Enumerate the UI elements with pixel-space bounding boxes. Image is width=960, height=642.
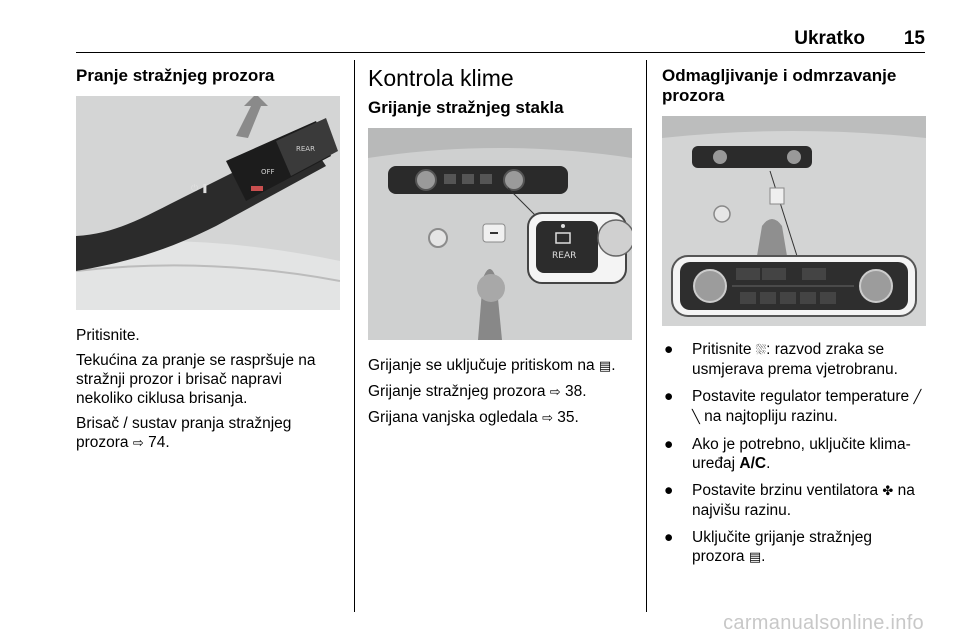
page-ref-link[interactable]: 35. (557, 409, 579, 426)
list-item: ● Postavite regulator temperature ╱ ╲ na najtopliju razinu. (664, 388, 922, 425)
list-item: ● Uključite grijanje stražnjeg prozora ▤. (664, 529, 873, 565)
page-ref-link[interactable]: 74. (148, 434, 170, 451)
heading-defrost: Odmagljivanje i odmrzavanje prozora (662, 66, 897, 105)
bullet-icon: ● (664, 529, 674, 546)
page-number: 15 (903, 28, 925, 49)
header-rule (76, 52, 925, 53)
heading-climate-control: Kontrola klime (368, 65, 514, 91)
column-divider-1 (354, 60, 355, 612)
column-rear-wash (76, 66, 340, 453)
para-wash-reference: Brisač / sustav pranja stražnjeg prozora ⇨ 74. (76, 415, 292, 451)
fan-icon: ✤ (882, 484, 894, 499)
para-heating-on: Grijanje se uključuje pritiskom na ▤. (368, 357, 616, 374)
page-ref-link[interactable]: 38. (565, 383, 587, 400)
heading-rear-wash: Pranje stražnjeg prozora (76, 66, 275, 85)
figure-wiper-stalk (76, 96, 340, 310)
figure-climate-panel (662, 116, 926, 326)
list-item: ● Postavite brzinu ventilatora ✤ na najvišu razinu. (664, 482, 915, 519)
column-defrost (662, 66, 926, 575)
page-ref-icon: ⇨ (542, 411, 553, 426)
bullet-icon: ● (664, 388, 674, 405)
svg-text:OFF: OFF (261, 168, 275, 176)
section-title: Ukratko (794, 28, 865, 49)
temperature-dial-icon: ╱ ╲ (692, 390, 922, 425)
figure-label-rear: REAR (552, 251, 577, 261)
defrost-steps (662, 340, 926, 567)
bullet-icon: ● (664, 341, 674, 358)
column-divider-2 (646, 60, 647, 612)
list-item: ● Ako je potrebno, uključite klima-uređaj A/C. (664, 436, 911, 472)
para-heating-ref: Grijanje stražnjeg prozora ⇨ 38. (368, 383, 587, 400)
svg-text:⏻ ❚: ⏻ ❚ (191, 184, 209, 194)
list-item: ● Pritisnite ⛆: razvod zraka se usmjerava prema vjetrobranu. (664, 341, 898, 378)
rear-heating-icon: ▤ (598, 359, 612, 374)
column-climate-control (368, 64, 632, 428)
subheading-rear-heating: Grijanje stražnjeg stakla (368, 98, 564, 117)
page-ref-icon: ⇨ (549, 385, 561, 400)
svg-text:REAR: REAR (296, 145, 315, 153)
para-wash-description: Tekućina za pranje se raspršuje na stražnji prozor i brisač napravi nekoliko ciklusa brisanja. (76, 352, 316, 407)
bullet-icon: ● (664, 482, 674, 499)
page-ref-icon: ⇨ (132, 436, 144, 451)
para-mirrors-ref: Grijana vanjska ogledala ⇨ 35. (368, 409, 579, 426)
rear-heating-icon: ▤ (748, 550, 762, 565)
page-header (76, 28, 925, 50)
ac-label: A/C (739, 455, 767, 472)
windscreen-defrost-icon: ⛆ (755, 343, 767, 358)
bullet-icon: ● (664, 436, 674, 453)
para-press: Pritisnite. (76, 327, 140, 344)
figure-rear-heating-button (368, 128, 632, 340)
watermark: carmanualsonline.info (723, 612, 924, 634)
